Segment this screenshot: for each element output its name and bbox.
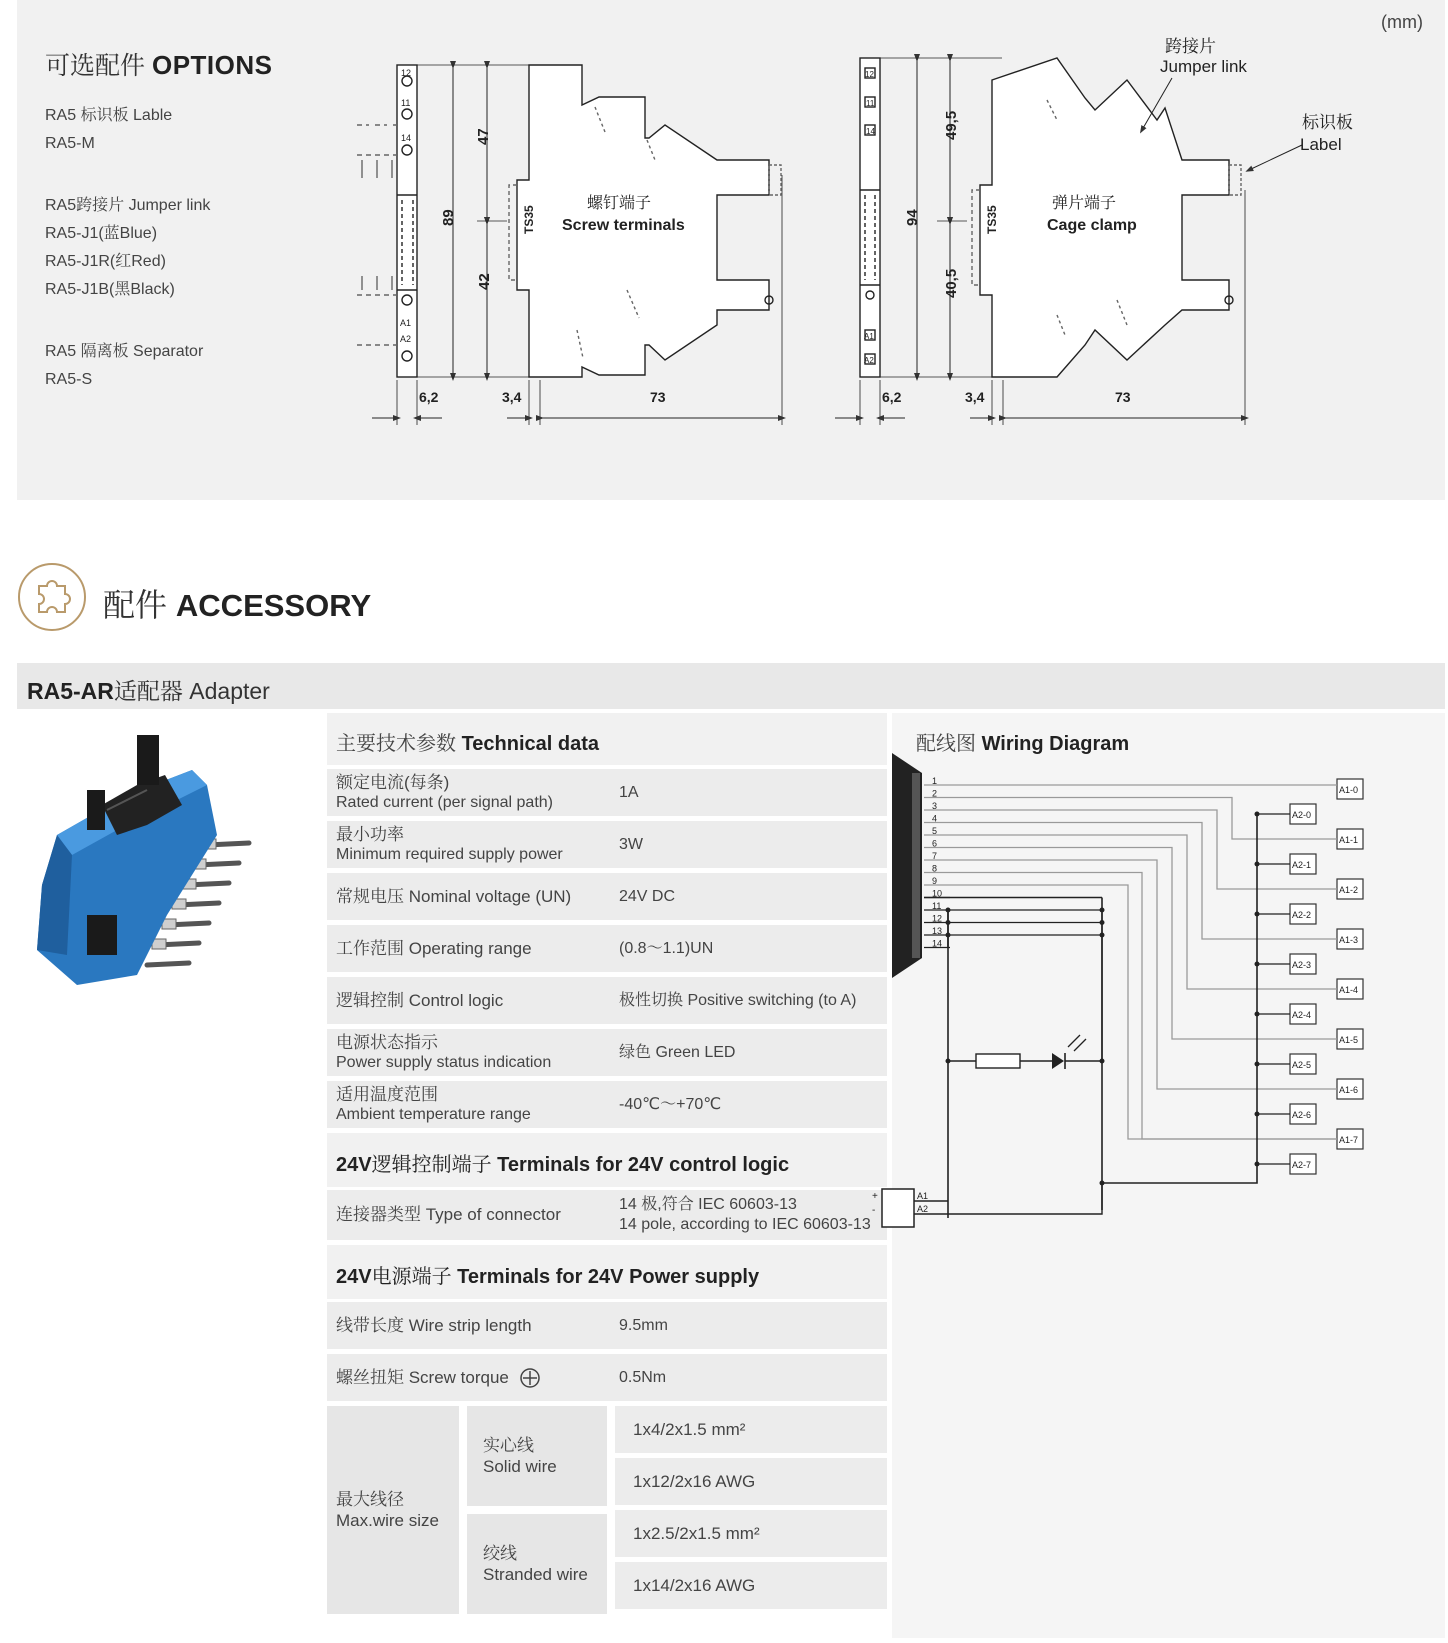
dim-total: 94 [904, 209, 921, 226]
label-cn: 标识板 [1302, 113, 1353, 132]
signal-wire [924, 848, 1337, 1040]
table-row [327, 1081, 887, 1128]
tech-head-en: Technical data [461, 733, 600, 755]
supply-label: A2 [917, 1204, 929, 1214]
unit-label: (mm) [1381, 12, 1423, 32]
row-value: -40℃～+70℃ [619, 1095, 722, 1113]
pin-label: A2 [400, 334, 412, 344]
row-value: 3W [619, 835, 643, 853]
row-value: 0.5Nm [619, 1368, 667, 1386]
puzzle-icon [17, 562, 87, 632]
supply-sign: + [872, 1191, 878, 1202]
wire-value: 1x2.5/2x1.5 mm² [615, 1510, 887, 1557]
junction-dot [1255, 912, 1260, 917]
accessory-title-en: ACCESSORY [175, 588, 372, 623]
row-label [327, 987, 619, 1015]
a2-terminal-label: A2-1 [1292, 860, 1312, 870]
row-label-cn: 工作范围 Operating range [336, 938, 532, 958]
connector-pins [912, 773, 920, 958]
signal-wire [924, 823, 1337, 940]
supply-wire [914, 1183, 1102, 1214]
list-item: RA5-M [45, 135, 95, 152]
wiring-title-en: Wiring Diagram [981, 733, 1130, 755]
a2-terminal-label: A2-2 [1292, 910, 1312, 920]
row-label [327, 935, 619, 963]
junction-dot [1255, 862, 1260, 867]
row-label-en: Power supply status indication [336, 1053, 552, 1071]
dim-gap: 3,4 [965, 389, 985, 405]
pin-number: 10 [932, 888, 943, 899]
pin-label: 14 [866, 127, 875, 136]
dim-total: 89 [440, 209, 457, 226]
dim-lower: 40,5 [943, 268, 960, 298]
wire-value: 1x14/2x16 AWG [615, 1562, 887, 1609]
list-item: RA5跨接片 Jumper link [45, 197, 211, 214]
row-label [327, 1029, 619, 1077]
adapter-title [27, 673, 270, 706]
solid-wire-label [467, 1406, 607, 1506]
pin-label: 14 [401, 133, 412, 143]
stranded-wire-label [467, 1514, 607, 1614]
row-label-en: Minimum required supply power [336, 845, 563, 863]
row-value: 极性切换 Positive switching (to A) [619, 991, 857, 1009]
row-label-en: Ambient temperature range [336, 1105, 531, 1123]
terminal-en: Cage clamp [1047, 217, 1137, 234]
row-label [327, 769, 619, 817]
stranded-en: Stranded wire [483, 1565, 588, 1584]
signal-wire [924, 798, 1337, 840]
dim-upper: 49,5 [943, 110, 960, 140]
pin-number: 7 [932, 851, 938, 861]
rail-label: TS35 [985, 205, 999, 234]
torque-label: 螺丝扭矩 Screw torque [336, 1367, 509, 1387]
wire-values-col [615, 1406, 887, 1614]
a2-terminal-label: A2-5 [1292, 1060, 1312, 1070]
accessory-title [103, 580, 371, 626]
wire-value: 1x4/2x1.5 mm² [615, 1406, 887, 1453]
wiring-diagram-panel [872, 713, 1445, 1638]
pin-number: 13 [932, 926, 943, 936]
a2-feed [1102, 1164, 1257, 1183]
dim-depth: 73 [1115, 389, 1131, 405]
wire-size-block [327, 1406, 887, 1614]
dim-width: 6,2 [419, 389, 439, 405]
a1-terminal-label: A1-3 [1339, 935, 1359, 945]
rail-label: TS35 [522, 205, 536, 234]
control-head-en: Terminals for 24V control logic [497, 1154, 790, 1176]
wiring-diagram [872, 713, 1445, 1638]
right-drawing [835, 58, 1302, 425]
pin-label: 12 [401, 68, 412, 78]
wire-value: 1x12/2x16 AWG [615, 1458, 887, 1505]
junction-dot [946, 933, 951, 938]
pin-number: 8 [932, 863, 938, 874]
junction-dot [1255, 1112, 1260, 1117]
adapter-bar [17, 663, 1445, 709]
table-row [327, 925, 887, 972]
junction-dot [946, 920, 951, 925]
pin-label: 11 [866, 99, 875, 108]
options-panel [17, 0, 1445, 500]
row-label [327, 821, 619, 869]
options-title-cn: 可选配件 [45, 52, 146, 80]
a2-terminal-label: A2-3 [1292, 960, 1312, 970]
pin-label: A2 [864, 356, 874, 365]
row-value: 9.5mm [619, 1316, 668, 1334]
row-label [327, 883, 619, 911]
a1-terminal-label: A1-7 [1339, 1135, 1359, 1145]
wire-max-label [327, 1406, 459, 1614]
dim-lower: 42 [476, 273, 493, 290]
row-label [327, 1363, 619, 1393]
a1-terminal-label: A1-4 [1339, 985, 1359, 995]
row-value: 24V DC [619, 887, 676, 905]
left-drawing [357, 65, 782, 425]
table-row [327, 1354, 887, 1401]
jumper-cn: 跨接片 [1165, 37, 1216, 56]
adapter-title-en: Adapter [189, 678, 270, 704]
led-diode [1052, 1053, 1064, 1069]
pin-number: 9 [932, 876, 938, 886]
resistor [976, 1054, 1020, 1068]
supply-block [882, 1189, 914, 1227]
adapter-model: RA5-AR [27, 678, 114, 704]
a2-terminal-label: A2-4 [1292, 1010, 1312, 1020]
row-value [619, 1191, 887, 1239]
power-head-voltage: 24V [336, 1266, 372, 1288]
control-head-voltage: 24V [336, 1154, 372, 1176]
dim-width: 6,2 [882, 389, 902, 405]
pin-number: 3 [932, 801, 938, 811]
supply-sign: - [872, 1205, 876, 1216]
list-item: RA5-S [45, 371, 93, 388]
dim-depth: 73 [650, 389, 666, 405]
table-row [327, 873, 887, 920]
table-row [327, 769, 887, 816]
row-value: 1A [619, 783, 639, 801]
row-label [327, 1081, 619, 1129]
pin-number: 12 [932, 913, 943, 924]
row-label-cn: 常规电压 Nominal voltage (UN) [336, 886, 572, 906]
pin-label: A1 [400, 318, 412, 328]
dim-upper: 47 [475, 128, 492, 145]
row-value: (0.8～1.1)UN [619, 939, 714, 957]
row-label: 连接器类型 Type of connector [336, 1205, 561, 1224]
list-item: RA5 隔离板 Separator [45, 343, 204, 360]
terminal-cn: 螺钉端子 [587, 195, 652, 212]
led-light-arrows [1068, 1035, 1086, 1051]
junction-dot [1255, 1062, 1260, 1067]
power-terminals-header [327, 1245, 887, 1299]
stranded-cn: 绞线 [483, 1544, 517, 1563]
pin-label: 12 [865, 70, 874, 79]
adapter-title-cn: 适配器 [113, 678, 183, 704]
power-head-cn: 电源端子 [371, 1266, 452, 1288]
terminal-en: Screw terminals [562, 217, 685, 234]
row-label-cn: 电源状态指示 [336, 1032, 438, 1052]
wire-max-cn: 最大线径 [336, 1490, 404, 1509]
accessory-title-cn: 配件 [103, 587, 168, 623]
signal-wire [924, 835, 1337, 989]
a1-terminal-label: A1-5 [1339, 1035, 1359, 1045]
control-head-cn: 逻辑控制端子 [371, 1154, 492, 1176]
junction-dot [1255, 1012, 1260, 1017]
signal-wire [924, 810, 1337, 889]
table-row [327, 1302, 887, 1349]
pin-number: 5 [932, 826, 938, 836]
dim-gap: 3,4 [502, 389, 522, 405]
a1-terminal-label: A1-2 [1339, 885, 1359, 895]
table-row [327, 821, 887, 868]
accessory-header [17, 562, 517, 634]
terminal-cn: 弹片端子 [1052, 195, 1117, 212]
adapter-product-image [17, 715, 317, 1035]
wiring-title-cn: 配线图 [916, 733, 976, 755]
a1-terminal-label: A1-1 [1339, 835, 1359, 845]
power-head-en: Terminals for 24V Power supply [457, 1266, 760, 1288]
list-item: RA5 标识板 Lable [45, 107, 173, 124]
technical-data-table [327, 713, 887, 1614]
pin-number: 1 [932, 776, 938, 786]
list-item: RA5-J1R(红Red) [45, 253, 166, 270]
pin-number: 14 [932, 938, 943, 949]
signal-wire [924, 873, 1337, 1140]
row-label-en: Rated current (per signal path) [336, 793, 553, 811]
junction-dot [1100, 908, 1105, 913]
dimension-drawings [17, 0, 1445, 500]
solid-en: Solid wire [483, 1457, 557, 1476]
row-value-line: 14 极,符合 IEC 60603-13 [619, 1196, 797, 1213]
a2-terminal-label: A2-0 [1292, 810, 1312, 820]
pin-label: 11 [401, 98, 411, 108]
row-value-line: 14 pole, according to IEC 60603-13 [619, 1216, 871, 1233]
pin-label: A1 [864, 332, 874, 341]
row-label-cn: 逻辑控制 Control logic [336, 990, 504, 1010]
solid-cn: 实心线 [483, 1436, 534, 1455]
pin-number: 11 [932, 901, 942, 911]
junction-dot [946, 1059, 951, 1064]
row-value: 绿色 Green LED [619, 1043, 736, 1061]
a2-terminal-label: A2-6 [1292, 1110, 1312, 1120]
table-row [327, 977, 887, 1024]
tech-head-cn: 主要技术参数 [336, 733, 456, 755]
wire-max-en: Max.wire size [336, 1511, 439, 1530]
table-row [327, 1029, 887, 1076]
options-title-en: OPTIONS [151, 50, 273, 80]
list-item: RA5-J1B(黑Black) [45, 281, 175, 298]
control-terminals-header [327, 1133, 887, 1187]
a1-terminal-label: A1-0 [1339, 785, 1359, 795]
supply-label: A1 [917, 1191, 929, 1201]
row-label: 线带长度 Wire strip length [336, 1315, 532, 1335]
screw-icon [519, 1367, 541, 1389]
pin-number: 6 [932, 838, 938, 849]
label-en: Label [1300, 135, 1342, 154]
a2-terminal-label: A2-7 [1292, 1160, 1312, 1170]
row-label-cn: 适用温度范围 [336, 1084, 438, 1104]
wire-type-col [467, 1406, 607, 1614]
junction-dot [1255, 812, 1260, 817]
row-label-cn: 最小功率 [336, 824, 404, 844]
junction-dot [946, 908, 951, 913]
list-item: RA5-J1(蓝Blue) [45, 225, 158, 242]
jumper-en: Jumper link [1160, 57, 1247, 76]
pin-number: 4 [932, 813, 938, 824]
table-row [327, 1190, 887, 1240]
pin-number: 2 [932, 788, 938, 799]
junction-dot [1255, 962, 1260, 967]
a1-terminal-label: A1-6 [1339, 1085, 1359, 1095]
technical-data-header [327, 713, 887, 765]
row-label-cn: 额定电流(每条) [336, 772, 450, 792]
